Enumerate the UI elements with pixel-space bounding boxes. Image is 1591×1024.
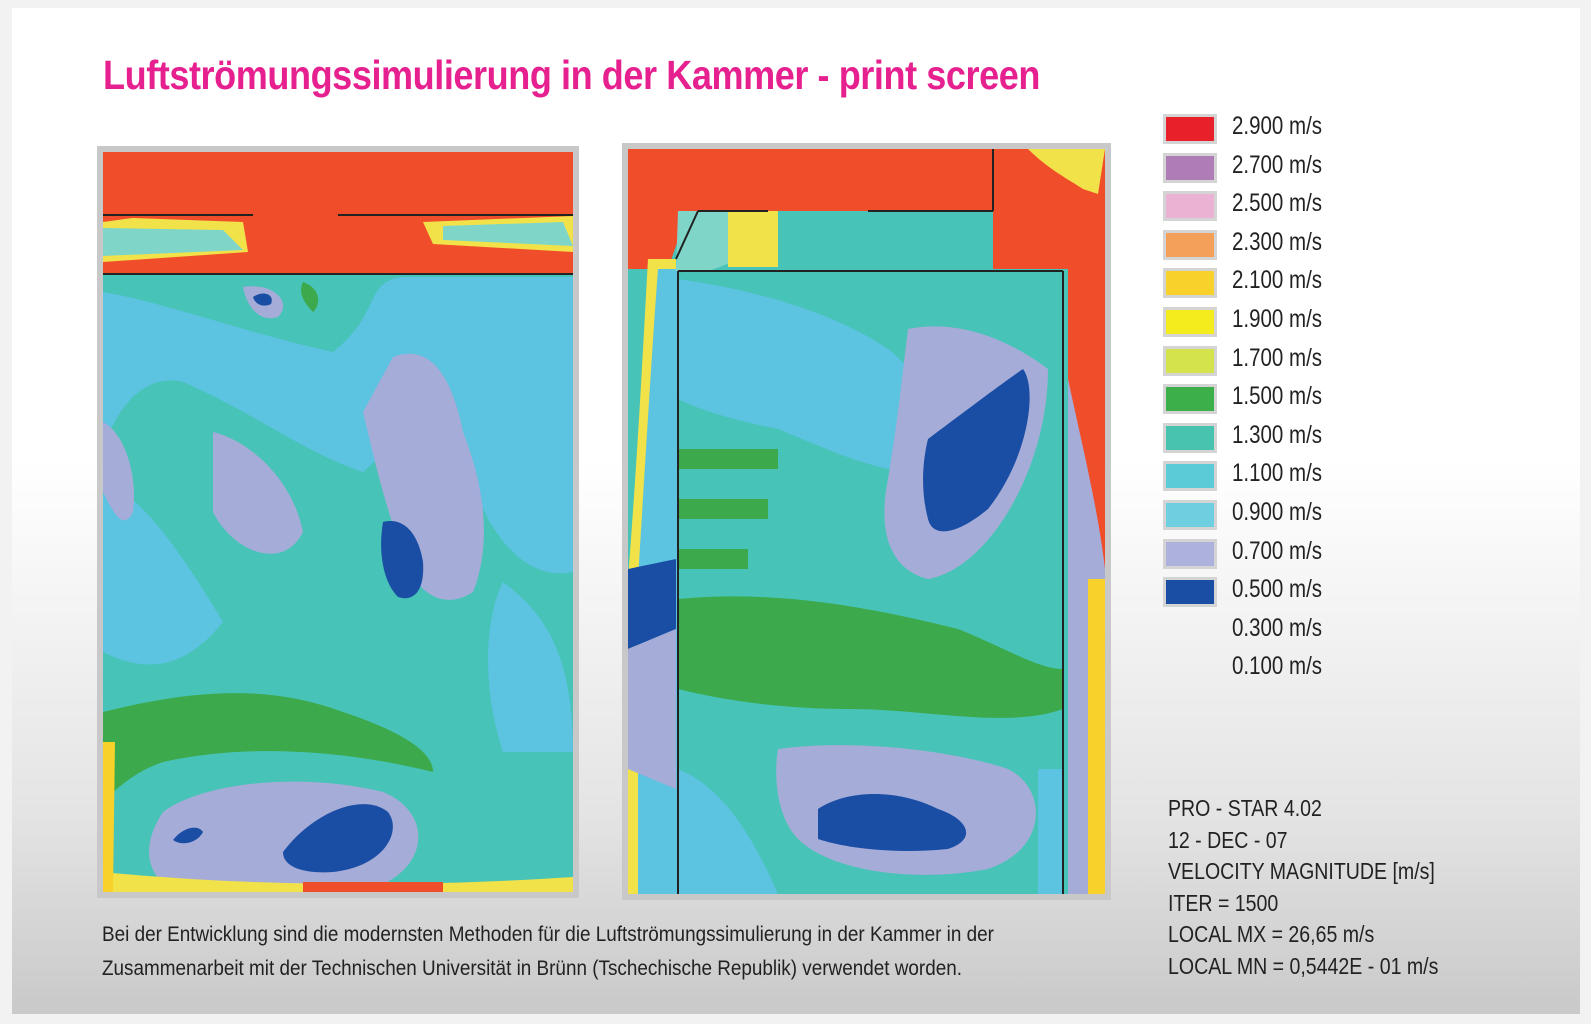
legend-swatch [1163,230,1217,260]
local-max: LOCAL MX = 26,65 m/s [1168,921,1375,948]
legend-label: 0.700 m/s [1232,536,1323,565]
legend-swatch [1163,114,1217,144]
legend-swatch [1163,268,1217,298]
legend-label: 1.500 m/s [1232,382,1323,411]
legend-swatch [1163,191,1217,221]
legend-swatch [1163,577,1217,607]
quantity-label: VELOCITY MAGNITUDE [m/s] [1168,858,1435,885]
local-min: LOCAL MN = 0,5442E - 01 m/s [1168,952,1439,979]
legend-swatch [1163,307,1217,337]
legend-label: 1.100 m/s [1232,459,1323,488]
caption-line-1: Bei der Entwicklung sind die modernsten Methoden für die Luftströmungssimulierung in der Kammer in der [102,923,994,946]
legend-swatch [1163,384,1217,414]
caption-line-2: Zusammenarbeit mit der Technischen Universität in Brünn (Tschechische Republik) verwendet worden. [102,957,963,980]
legend-swatch [1163,153,1217,183]
legend-swatch [1163,346,1217,376]
legend-label: 0.300 m/s [1232,613,1323,642]
legend-swatch [1163,500,1217,530]
iteration-count: ITER = 1500 [1168,889,1279,916]
legend-label: 0.500 m/s [1232,575,1323,604]
legend-label: 0.900 m/s [1232,497,1323,526]
software-version: PRO - STAR 4.02 [1168,795,1322,821]
legend-label: 2.900 m/s [1232,112,1323,140]
simulation-date: 12 - DEC - 07 [1168,826,1288,853]
page-title: Luftströmungssimulierung in der Kammer - print screen [103,52,1040,98]
legend-label: 1.700 m/s [1232,343,1323,372]
legend-label: 2.700 m/s [1232,150,1323,179]
legend-swatch [1163,461,1217,491]
legend-swatch [1163,539,1217,569]
legend-swatch [1163,423,1217,453]
legend-label: 2.100 m/s [1232,266,1323,295]
legend-label: 0.100 m/s [1232,652,1323,681]
simulation-info [1168,795,1486,985]
legend-label: 2.300 m/s [1232,227,1323,256]
legend-label: 1.300 m/s [1232,420,1323,449]
legend-label: 1.900 m/s [1232,304,1323,333]
simulation-image-left [97,146,579,898]
caption [102,918,1056,986]
simulation-image-right [622,143,1111,900]
legend-label: 2.500 m/s [1232,189,1323,218]
